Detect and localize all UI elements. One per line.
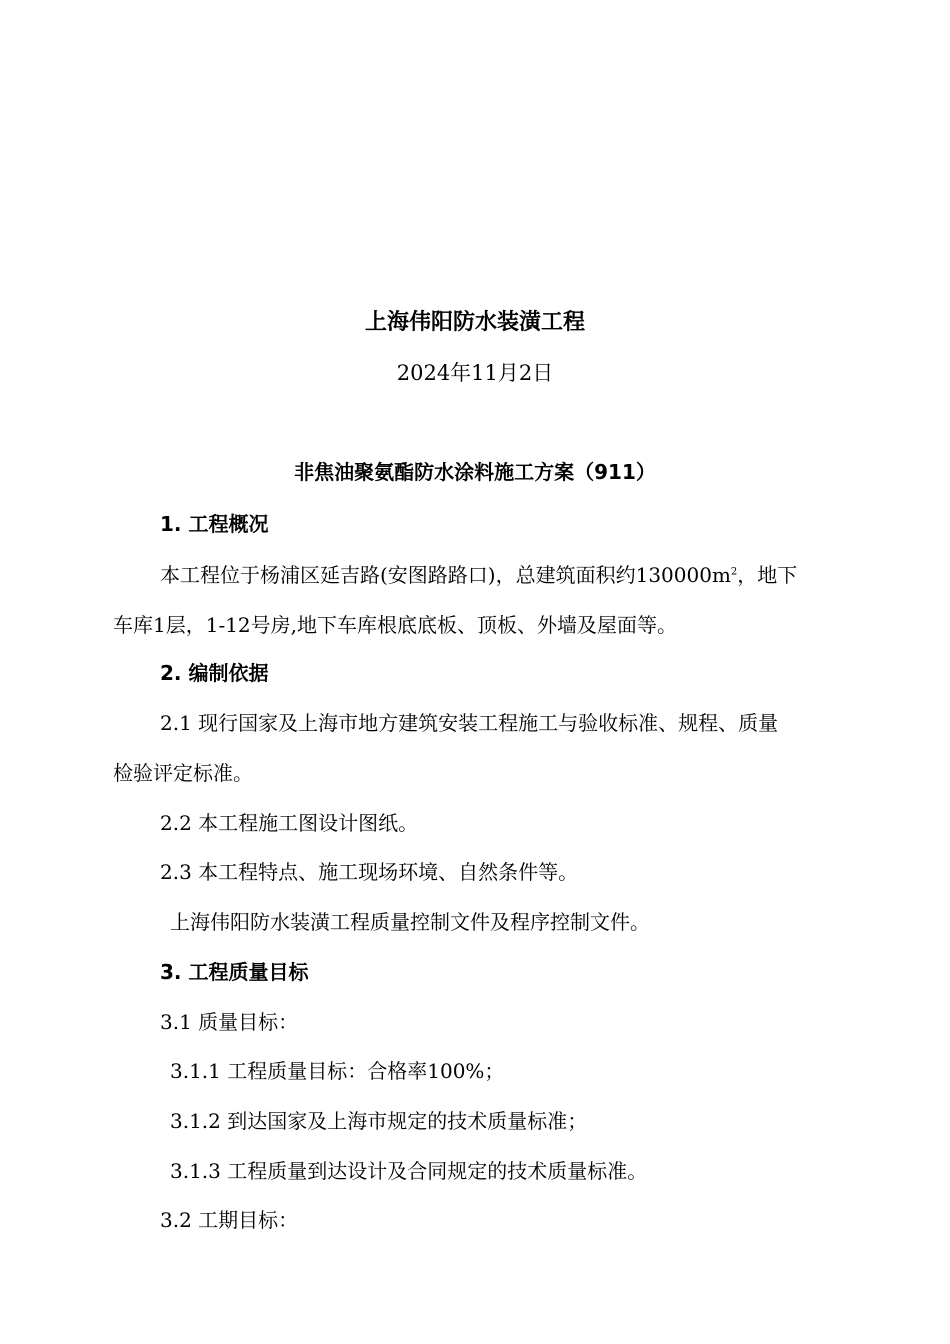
section-2-item-1-line2: 检验评定标准。 [113, 761, 253, 785]
section-3-item-1-3: 3.1.3 工程质量到达设计及合同规定的技术质量标准。 [170, 1159, 648, 1183]
section-2-item-2: 2.2 本工程施工图设计图纸。 [160, 811, 419, 835]
section-2-item-3: 2.3 本工程特点、施工现场环境、自然条件等。 [160, 860, 579, 884]
section-3-item-1-2: 3.1.2 到达国家及上海市规定的技术质量标准； [170, 1109, 588, 1133]
section-1-para-line1-text: 本工程位于杨浦区延吉路(安图路路口)，总建筑面积约130000m [160, 563, 731, 587]
company-name: 上海伟阳防水装潢工程 [364, 310, 585, 335]
section-3-item-2: 3.2 工期目标： [160, 1208, 299, 1232]
document-title: 非焦油聚氨酯防水涂料施工方案（911） [294, 460, 656, 484]
section-3-heading: 3. 工程质量目标 [160, 960, 309, 984]
section-1-para-line1-tail: ，地下 [737, 563, 798, 587]
section-1-heading: 1. 工程概况 [160, 512, 269, 536]
section-1-para-line1 [160, 561, 797, 589]
section-2-item-1-line1: 2.1 现行国家及上海市地方建筑安装工程施工与验收标准、规程、质量 [160, 711, 779, 735]
section-3-item-1: 3.1 质量目标： [160, 1010, 299, 1034]
document-date: 2024年11月2日 [396, 361, 554, 385]
section-3-item-1-1: 3.1.1 工程质量目标：合格率100%； [170, 1059, 505, 1083]
section-1-para-line2: 车库1层，1-12号房,地下车库根底底板、顶板、外墙及屋面等。 [113, 613, 678, 637]
section-2-item-4: 上海伟阳防水装潢工程质量控制文件及程序控制文件。 [170, 910, 650, 934]
area-unit-superscript: 2 [730, 566, 738, 578]
section-2-heading: 2. 编制依据 [160, 661, 269, 685]
